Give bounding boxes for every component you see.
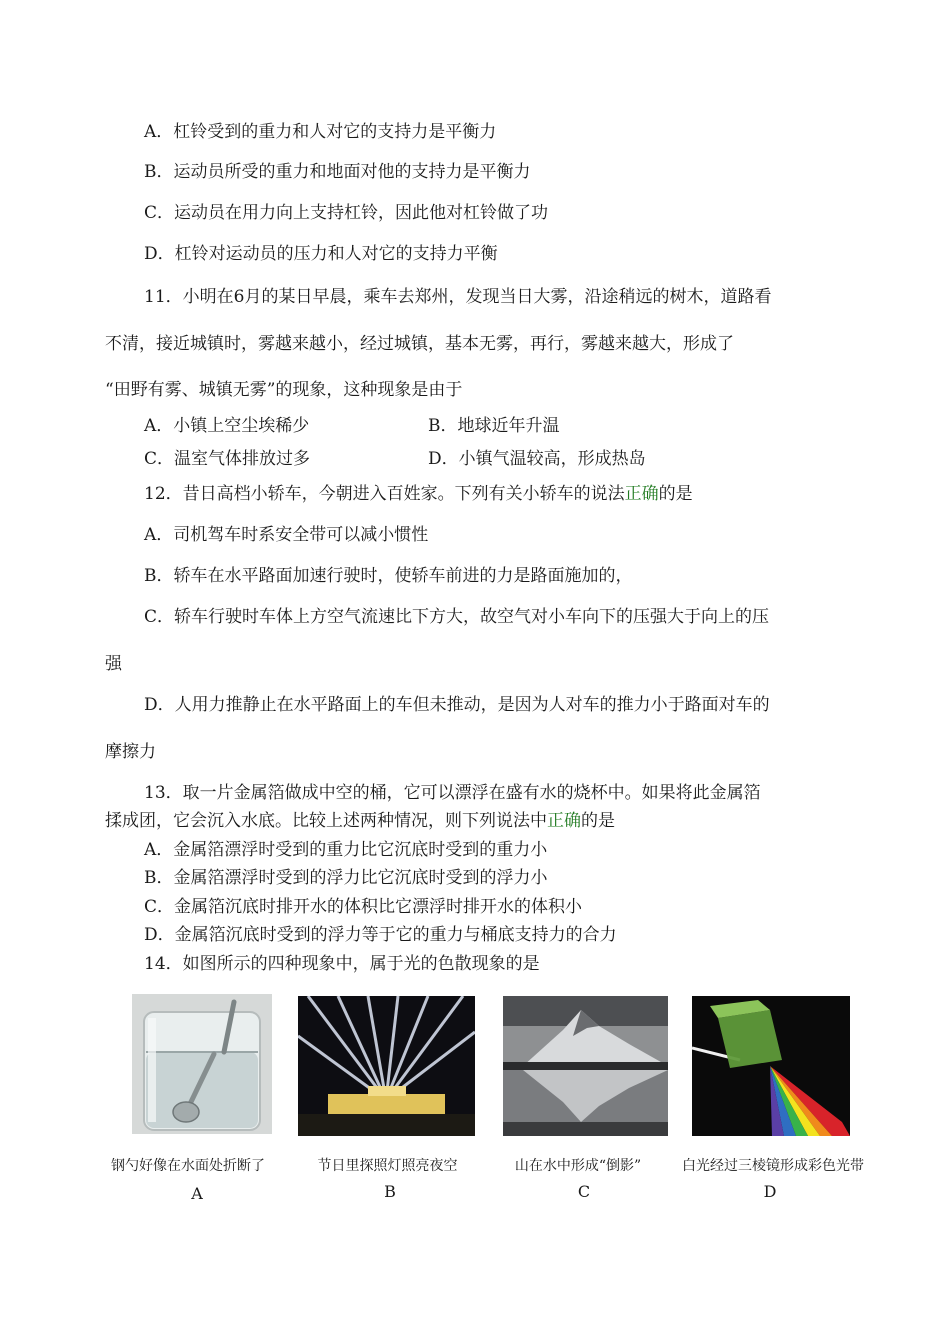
q13-option-d: D．金属箔沉底时受到的浮力等于它的重力与桶底支持力的合力 bbox=[144, 925, 617, 945]
q11-stem-line2: 不清，接近城镇时，雾越来越小，经过城镇，基本无雾，再行，雾越来越大，形成了 bbox=[105, 334, 734, 354]
q13-option-c: C．金属箔沉底时排开水的体积比它漂浮时排开水的体积小 bbox=[144, 897, 583, 917]
q12-option-b: B．轿车在水平路面加速行驶时，使轿车前进的力是路面施加的， bbox=[144, 566, 633, 586]
q12-option-a: A．司机驾车时系安全带可以减小惯性 bbox=[144, 525, 429, 545]
option-letter-a: A bbox=[191, 1184, 203, 1203]
caption-c: 山在水中形成“倒影” bbox=[514, 1158, 642, 1174]
q12-option-c-line2: 强 bbox=[105, 654, 122, 674]
caption-a: 钢勺好像在水面处折断了 bbox=[111, 1158, 265, 1174]
q13-option-b: B．金属箔漂浮时受到的浮力比它沉底时受到的浮力小 bbox=[144, 868, 548, 888]
photo-prism-dispersion bbox=[692, 996, 850, 1136]
q11-stem-line1: 11．小明在6月的某日早晨，乘车去郑州，发现当日大雾，沿途稍远的树木，道路看 bbox=[144, 287, 772, 307]
option-letter-d: D bbox=[763, 1182, 777, 1201]
option-letter-b: B bbox=[384, 1182, 396, 1201]
q11-option-c: C．温室气体排放过多 bbox=[144, 449, 311, 469]
q11-option-a: A．小镇上空尘埃稀少 bbox=[144, 416, 310, 436]
q12-stem bbox=[144, 482, 693, 506]
q11-option-d: D．小镇气温较高，形成热岛 bbox=[428, 449, 646, 469]
q13-stem-line1: 13．取一片金属箔做成中空的桶，它可以漂浮在盛有水的烧杯中。如果将此金属箔 bbox=[144, 783, 761, 803]
q13-stem-line2 bbox=[105, 809, 615, 833]
option-letter-c: C bbox=[577, 1182, 591, 1201]
q13-stem-end: 的是 bbox=[581, 811, 615, 831]
q12-stem-text: 12．昔日高档小轿车，今朝进入百姓家。下列有关小轿车的说法 bbox=[144, 484, 625, 504]
q10-option-c: C．运动员在用力向上支持杠铃，因此他对杠铃做了功 bbox=[144, 203, 549, 223]
prism-dispersion-illustration bbox=[692, 996, 850, 1136]
photo-mountain-reflection bbox=[503, 996, 668, 1136]
q13-stem-text: 揉成团，它会沉入水底。比较上述两种情况，则下列说法中 bbox=[105, 811, 547, 831]
q12-option-d-line2: 摩擦力 bbox=[105, 742, 156, 762]
q13-option-a: A．金属箔漂浮时受到的重力比它沉底时受到的重力小 bbox=[144, 840, 548, 860]
q12-option-c-line1: C．轿车行驶时车体上方空气流速比下方大，故空气对小车向下的压强大于向上的压 bbox=[144, 607, 770, 627]
photo-searchlights bbox=[298, 996, 475, 1136]
photo-spoon-in-glass bbox=[132, 994, 272, 1134]
q11-stem-line3: “田野有雾、城镇无雾”的现象，这种现象是由于 bbox=[105, 380, 463, 400]
q14-stem: 14．如图所示的四种现象中，属于光的色散现象的是 bbox=[144, 954, 540, 974]
q12-highlight-correct: 正确 bbox=[624, 484, 659, 504]
caption-b: 节日里探照灯照亮夜空 bbox=[317, 1158, 458, 1174]
mountain-reflection-illustration bbox=[503, 996, 668, 1136]
q11-option-b: B．地球近年升温 bbox=[428, 416, 560, 436]
q10-option-d: D．杠铃对运动员的压力和人对它的支持力平衡 bbox=[144, 244, 498, 264]
spoon-glass-illustration bbox=[132, 994, 272, 1134]
q13-highlight-correct: 正确 bbox=[547, 811, 581, 831]
q10-option-a: A．杠铃受到的重力和人对它的支持力是平衡力 bbox=[144, 122, 497, 142]
q12-stem-end: 的是 bbox=[658, 484, 693, 504]
caption-d: 白光经过三棱镜形成彩色光带 bbox=[682, 1158, 864, 1174]
searchlights-illustration bbox=[298, 996, 475, 1136]
q10-option-b: B．运动员所受的重力和地面对他的支持力是平衡力 bbox=[144, 162, 531, 182]
q12-option-d-line1: D．人用力推静止在水平路面上的车但未推动，是因为人对车的推力小于路面对车的 bbox=[144, 695, 770, 715]
